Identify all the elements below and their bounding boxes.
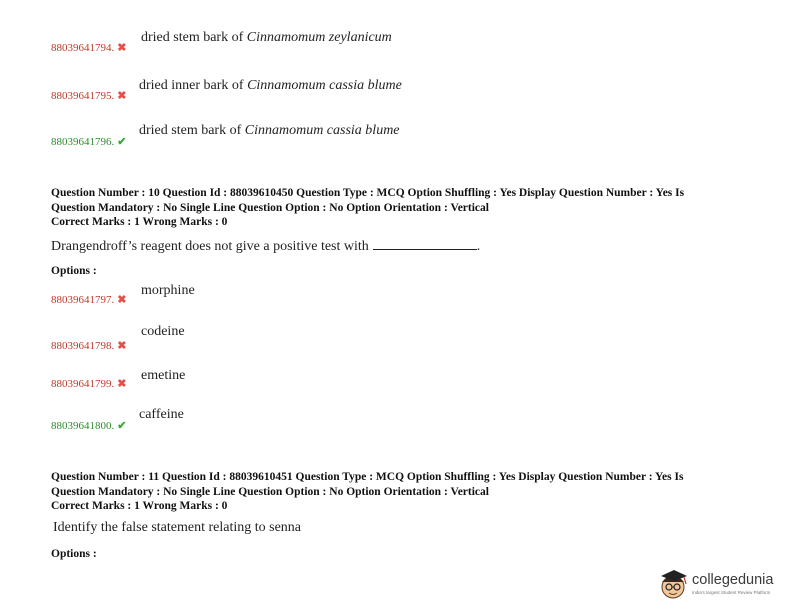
wrong-mark-icon: ✖	[117, 42, 127, 54]
option-id-794: 88039641794. ✖	[51, 42, 127, 54]
option-id-797: 88039641797. ✖	[51, 294, 127, 306]
option-text-796: dried stem bark of Cinnamomum cassia blume	[139, 123, 400, 138]
option-id-796: 88039641796. ✔	[51, 136, 127, 148]
option-text-800: caffeine	[139, 407, 184, 422]
check-mark-icon: ✔	[117, 420, 127, 432]
option-text-795: dried inner bark of Cinnamomum cassia blume	[139, 78, 402, 93]
mascot-icon	[658, 568, 690, 602]
wrong-mark-icon: ✖	[117, 90, 127, 102]
q11-options-label: Options :	[51, 548, 97, 560]
q10-meta: Question Number : 10 Question Id : 88039610450 Question Type : MCQ Option Shuffling : Yes Display Question Number : Yes Is Question Mandatory : No Single Line Question Option : No Option Orientation : Vertical Correct Marks : 1 Wrong Marks : 0	[51, 187, 685, 228]
option-id-800: 88039641800. ✔	[51, 420, 127, 432]
option-text-799: emetine	[141, 368, 186, 383]
option-id-798: 88039641798. ✖	[51, 340, 127, 352]
option-id-799: 88039641799. ✖	[51, 378, 127, 390]
option-id-795: 88039641795. ✖	[51, 90, 127, 102]
q10-options-label: Options :	[51, 265, 97, 277]
collegedunia-logo: collegedunia India's largest Student Review Platform	[658, 566, 784, 602]
wrong-mark-icon: ✖	[117, 340, 127, 352]
wrong-mark-icon: ✖	[117, 294, 127, 306]
check-mark-icon: ✔	[117, 136, 127, 148]
option-text-794: dried stem bark of Cinnamomum zeylanicum	[141, 30, 392, 45]
option-text-797: morphine	[141, 283, 195, 298]
option-text-798: codeine	[141, 324, 185, 339]
q10-question-text: Drangendroff’s reagent does not give a positive test with .	[51, 239, 481, 254]
q11-question-text: Identify the false statement relating to senna	[53, 520, 302, 535]
q11-meta: Question Number : 11 Question Id : 88039610451 Question Type : MCQ Option Shuffling : Yes Display Question Number : Yes Is Question Mandatory : No Single Line Question Option : No Option Orientation : Vertical Correct Marks : 1 Wrong Marks : 0	[51, 471, 684, 512]
answer-blank	[373, 237, 477, 250]
wrong-mark-icon: ✖	[117, 378, 127, 390]
